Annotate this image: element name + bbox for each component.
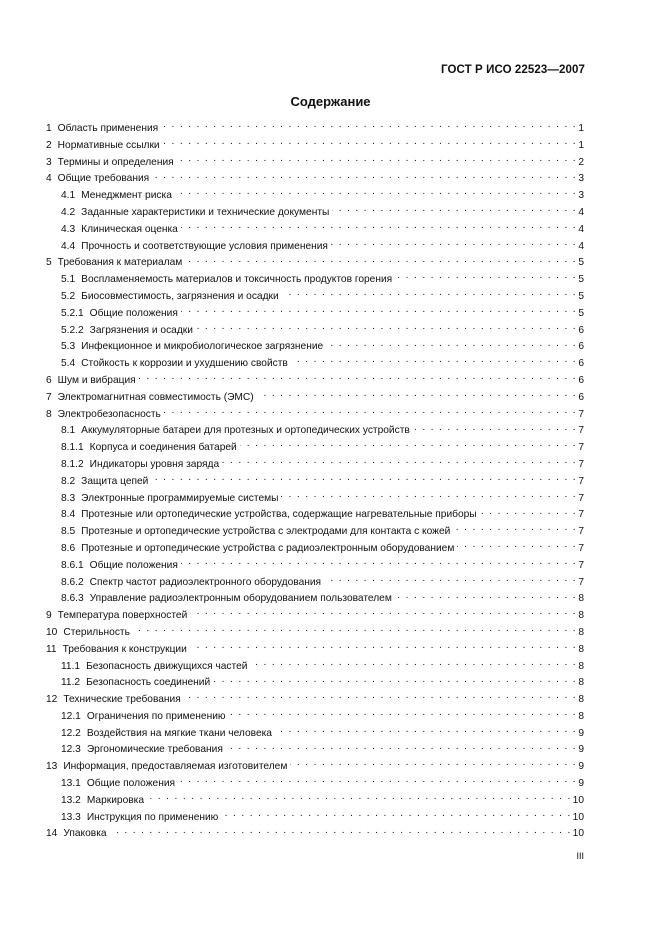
toc-entry[interactable] bbox=[46, 339, 584, 356]
toc-entry-page: 9 bbox=[578, 778, 584, 790]
toc-entry[interactable] bbox=[46, 608, 584, 625]
toc-entry-title: Общие положения bbox=[86, 778, 176, 790]
toc-entry[interactable] bbox=[46, 826, 584, 843]
toc-entry-number: 4.2 bbox=[61, 206, 76, 218]
dot-leader bbox=[152, 171, 577, 181]
toc-entry-title: Шум и вибрация bbox=[57, 374, 136, 386]
toc-entry-title: Индикаторы уровня заряда bbox=[89, 458, 220, 470]
toc-entry-page: 9 bbox=[578, 761, 584, 773]
toc-entry-number: 2 bbox=[46, 139, 52, 151]
toc-entry[interactable] bbox=[46, 742, 584, 759]
toc-entry-title: Безопасность движущихся частей bbox=[86, 660, 248, 672]
toc-entry-title: Требования к материалам bbox=[57, 257, 183, 269]
toc-entry[interactable] bbox=[46, 457, 584, 474]
toc-entry[interactable] bbox=[46, 524, 584, 541]
toc-entry-number: 5.2.2 bbox=[61, 324, 84, 336]
toc-entry[interactable] bbox=[46, 793, 584, 810]
toc-entry-number: 9 bbox=[46, 610, 52, 622]
dot-leader bbox=[222, 457, 577, 467]
dot-leader bbox=[275, 726, 577, 736]
dot-leader bbox=[480, 507, 577, 517]
toc-entry-number: 5.3 bbox=[61, 341, 76, 353]
toc-entry-number: 4.4 bbox=[61, 240, 76, 252]
toc-entry-page: 3 bbox=[578, 173, 584, 185]
toc-entry-page: 6 bbox=[578, 358, 584, 370]
toc-entry-number: 8 bbox=[46, 408, 52, 420]
toc-entry-title: Технические требования bbox=[63, 694, 181, 706]
toc-entry-number: 8.1.2 bbox=[61, 458, 84, 470]
dot-leader bbox=[213, 675, 577, 685]
toc-entry-page: 7 bbox=[578, 408, 584, 420]
dot-leader bbox=[190, 642, 577, 652]
toc-entry-title: Биосовместимость, загрязнения и осадки bbox=[81, 290, 279, 302]
toc-entry[interactable] bbox=[46, 121, 584, 138]
toc-entry-number: 10 bbox=[46, 626, 58, 638]
table-of-contents bbox=[46, 121, 584, 843]
toc-entry-page: 6 bbox=[578, 341, 584, 353]
dot-leader bbox=[147, 793, 572, 803]
dot-leader bbox=[151, 474, 577, 484]
dot-leader bbox=[190, 608, 577, 618]
toc-entry-title: Воспламеняемость материалов и токсичность продуктов горения bbox=[81, 274, 393, 286]
toc-entry-page: 6 bbox=[578, 391, 584, 403]
dot-leader bbox=[291, 356, 577, 366]
toc-entry-title: Протезные и ортопедические устройства с радиоэлектронным оборудованием bbox=[81, 542, 455, 554]
toc-entry-page: 1 bbox=[578, 139, 584, 151]
toc-entry-number: 11.2 bbox=[61, 677, 81, 689]
dot-leader bbox=[139, 373, 577, 383]
toc-entry[interactable] bbox=[46, 306, 584, 323]
toc-entry[interactable] bbox=[46, 222, 584, 239]
toc-entry-title: Воздействия на мягкие ткани человека bbox=[86, 727, 272, 739]
toc-entry[interactable] bbox=[46, 155, 584, 172]
toc-entry[interactable] bbox=[46, 625, 584, 642]
dot-leader bbox=[326, 339, 577, 349]
toc-entry[interactable] bbox=[46, 423, 584, 440]
toc-entry-page: 5 bbox=[578, 290, 584, 302]
toc-entry-number: 8.6.1 bbox=[61, 559, 84, 571]
dot-leader bbox=[395, 591, 577, 601]
toc-entry-title: Спектр частот радиоэлектронного оборудования bbox=[89, 576, 322, 588]
toc-entry-page: 8 bbox=[578, 626, 584, 638]
dot-leader bbox=[175, 188, 577, 198]
dot-leader bbox=[178, 776, 577, 786]
toc-entry[interactable] bbox=[46, 188, 584, 205]
toc-entry-title: Область применения bbox=[57, 123, 159, 134]
toc-entry[interactable] bbox=[46, 171, 584, 188]
dot-leader bbox=[163, 138, 577, 148]
toc-entry-title: Прочность и соответствующие условия применения bbox=[81, 240, 328, 252]
toc-entry-number: 8.6.3 bbox=[61, 593, 84, 605]
toc-entry-title: Безопасность соединений bbox=[86, 677, 211, 689]
toc-entry-page: 7 bbox=[578, 576, 584, 588]
toc-entry-number: 5.1 bbox=[61, 274, 76, 286]
toc-entry-number: 7 bbox=[46, 391, 52, 403]
toc-entry-number: 8.6 bbox=[61, 542, 76, 554]
toc-entry[interactable] bbox=[46, 575, 584, 592]
toc-entry-page: 7 bbox=[578, 475, 584, 487]
dot-leader bbox=[181, 306, 577, 316]
toc-entry-number: 8.1 bbox=[61, 425, 76, 437]
toc-entry[interactable] bbox=[46, 726, 584, 743]
dot-leader bbox=[453, 524, 577, 534]
toc-entry-title: Стерильность bbox=[63, 626, 130, 638]
toc-entry-title: Аккумуляторные батареи для протезных и ортопедических устройств bbox=[81, 425, 410, 437]
dot-leader bbox=[331, 239, 577, 249]
toc-entry-page: 7 bbox=[578, 425, 584, 437]
toc-entry[interactable] bbox=[46, 692, 584, 709]
toc-entry-title: Ограничения по применению bbox=[86, 710, 226, 722]
toc-entry-title: Нормативные ссылки bbox=[57, 139, 160, 151]
toc-entry-number: 8.5 bbox=[61, 526, 76, 538]
toc-entry-title: Протезные и ортопедические устройства с электродами для контакта с кожей bbox=[81, 526, 451, 538]
toc-entry-page: 7 bbox=[578, 542, 584, 554]
dot-leader bbox=[133, 625, 577, 635]
toc-entry-page: 5 bbox=[578, 274, 584, 286]
toc-entry-title: Корпуса и соединения батарей bbox=[89, 442, 237, 454]
toc-entry-title: Эргономические требования bbox=[86, 744, 223, 756]
toc-entry-number: 11.1 bbox=[61, 660, 81, 672]
toc-entry-title: Инструкция по применению bbox=[86, 811, 219, 823]
dot-leader bbox=[229, 709, 577, 719]
toc-entry[interactable] bbox=[46, 474, 584, 491]
toc-entry-title: Электромагнитная совместимость (ЭМС) bbox=[57, 391, 254, 403]
page-number: III bbox=[576, 851, 584, 861]
toc-entry-page: 6 bbox=[578, 324, 584, 336]
toc-entry[interactable] bbox=[46, 659, 584, 676]
toc-entry-number: 8.1.1 bbox=[61, 442, 84, 454]
toc-entry[interactable] bbox=[46, 675, 584, 692]
toc-entry-title: Электробезопасность bbox=[57, 408, 161, 420]
dot-leader bbox=[177, 155, 577, 165]
toc-entry-title: Общие положения bbox=[89, 559, 178, 571]
toc-entry-title: Менеджмент риска bbox=[81, 190, 172, 202]
toc-entry-number: 12 bbox=[46, 694, 58, 706]
dot-leader bbox=[221, 810, 571, 820]
toc-entry-number: 5.4 bbox=[61, 358, 76, 370]
toc-entry[interactable] bbox=[46, 491, 584, 508]
toc-entry-number: 5.2 bbox=[61, 290, 76, 302]
dot-leader bbox=[395, 272, 577, 282]
toc-entry-number: 4.3 bbox=[61, 223, 76, 235]
dot-leader bbox=[324, 575, 577, 585]
dot-leader bbox=[181, 222, 577, 232]
toc-entry[interactable] bbox=[46, 642, 584, 659]
toc-entry-page: 4 bbox=[578, 206, 584, 218]
toc-entry-page: 8 bbox=[578, 677, 584, 689]
dot-leader bbox=[413, 423, 577, 433]
toc-entry-page: 8 bbox=[578, 660, 584, 672]
toc-entry[interactable] bbox=[46, 373, 584, 390]
toc-entry[interactable] bbox=[46, 709, 584, 726]
toc-entry-number: 12.3 bbox=[61, 744, 81, 756]
toc-entry-title: Управление радиоэлектронным оборудованием пользователем bbox=[89, 593, 392, 605]
toc-entry-page: 10 bbox=[572, 811, 584, 823]
toc-entry-page: 1 bbox=[578, 123, 584, 134]
toc-entry-number: 8.6.2 bbox=[61, 576, 84, 588]
toc-entry-page: 10 bbox=[572, 794, 584, 806]
dot-leader bbox=[282, 289, 577, 299]
toc-entry-title: Электронные программируемые системы bbox=[81, 492, 279, 504]
toc-entry-number: 3 bbox=[46, 156, 52, 168]
toc-entry-title: Заданные характеристики и технические документы bbox=[81, 206, 330, 218]
toc-entry-number: 1 bbox=[46, 123, 52, 134]
dot-leader bbox=[226, 742, 577, 752]
dot-leader bbox=[110, 826, 572, 836]
dot-leader bbox=[250, 659, 577, 669]
toc-entry-number: 8.3 bbox=[61, 492, 76, 504]
toc-entry[interactable] bbox=[46, 272, 584, 289]
toc-entry-title: Защита цепей bbox=[81, 475, 149, 487]
toc-entry-page: 7 bbox=[578, 509, 584, 521]
toc-entry-number: 13.3 bbox=[61, 811, 81, 823]
toc-entry-number: 8.4 bbox=[61, 509, 76, 521]
toc-entry-title: Общие положения bbox=[89, 307, 178, 319]
toc-entry-page: 8 bbox=[578, 710, 584, 722]
toc-entry-page: 4 bbox=[578, 240, 584, 252]
dot-leader bbox=[184, 692, 577, 702]
toc-entry[interactable] bbox=[46, 810, 584, 827]
toc-entry-page: 5 bbox=[578, 307, 584, 319]
toc-entry-page: 7 bbox=[578, 442, 584, 454]
toc-entry-page: 9 bbox=[578, 744, 584, 756]
toc-entry[interactable] bbox=[46, 507, 584, 524]
toc-entry[interactable] bbox=[46, 289, 584, 306]
toc-entry-page: 8 bbox=[578, 610, 584, 622]
toc-entry-title: Инфекционное и микробиологическое загрязнение bbox=[81, 341, 324, 353]
toc-entry[interactable] bbox=[46, 323, 584, 340]
toc-entry[interactable] bbox=[46, 390, 584, 407]
toc-entry[interactable] bbox=[46, 255, 584, 272]
toc-entry-number: 11 bbox=[46, 643, 57, 655]
toc-entry[interactable] bbox=[46, 138, 584, 155]
toc-entry-title: Клиническая оценка bbox=[81, 223, 178, 235]
toc-entry-page: 8 bbox=[578, 593, 584, 605]
toc-entry-number: 5.2.1 bbox=[61, 307, 84, 319]
toc-entry-number: 8.2 bbox=[61, 475, 76, 487]
toc-entry-page: 6 bbox=[578, 374, 584, 386]
toc-entry-title: Стойкость к коррозии и ухудшению свойств bbox=[81, 358, 288, 370]
toc-entry-page: 3 bbox=[578, 190, 584, 202]
toc-entry-page: 10 bbox=[572, 828, 584, 840]
toc-entry-title: Упаковка bbox=[63, 828, 107, 840]
toc-entry-page: 9 bbox=[578, 727, 584, 739]
toc-entry[interactable] bbox=[46, 407, 584, 424]
toc-entry-page: 7 bbox=[578, 526, 584, 538]
dot-leader bbox=[181, 558, 577, 568]
toc-entry-page: 4 bbox=[578, 223, 584, 235]
toc-entry[interactable] bbox=[46, 440, 584, 457]
dot-leader bbox=[161, 121, 577, 131]
toc-entry-page: 8 bbox=[578, 694, 584, 706]
document-standard-header: ГОСТ Р ИСО 22523—2007 bbox=[440, 64, 585, 76]
toc-entry[interactable] bbox=[46, 541, 584, 558]
dot-leader bbox=[290, 759, 577, 769]
toc-entry-number: 13.1 bbox=[61, 778, 81, 790]
dot-leader bbox=[257, 390, 577, 400]
toc-entry-page: 2 bbox=[578, 156, 584, 168]
toc-entry[interactable] bbox=[46, 239, 584, 256]
toc-entry-number: 5 bbox=[46, 257, 52, 269]
toc-entry-number: 14 bbox=[46, 828, 58, 840]
toc-entry[interactable] bbox=[46, 759, 584, 776]
dot-leader bbox=[185, 255, 577, 265]
toc-entry-page: 7 bbox=[578, 458, 584, 470]
dot-leader bbox=[281, 491, 577, 501]
toc-entry-number: 4 bbox=[46, 173, 52, 185]
dot-leader bbox=[332, 205, 577, 215]
toc-entry-number: 6 bbox=[46, 374, 52, 386]
toc-entry-page: 5 bbox=[578, 257, 584, 269]
toc-entry-title: Термины и определения bbox=[57, 156, 174, 168]
dot-leader bbox=[164, 407, 577, 417]
toc-entry[interactable] bbox=[46, 205, 584, 222]
toc-entry-title: Загрязнения и осадки bbox=[89, 324, 193, 336]
toc-title: Содержание bbox=[290, 94, 371, 109]
toc-entry[interactable] bbox=[46, 776, 584, 793]
toc-entry-number: 12.2 bbox=[61, 727, 81, 739]
toc-entry[interactable] bbox=[46, 591, 584, 608]
dot-leader bbox=[196, 323, 577, 333]
toc-entry-title: Маркировка bbox=[86, 794, 144, 806]
dot-leader bbox=[457, 541, 577, 551]
toc-entry[interactable] bbox=[46, 558, 584, 575]
toc-entry-title: Требования к конструкции bbox=[62, 643, 187, 655]
toc-entry-title: Температура поверхностей bbox=[57, 610, 188, 622]
toc-entry[interactable] bbox=[46, 356, 584, 373]
toc-entry-page: 7 bbox=[578, 492, 584, 504]
toc-entry-number: 13 bbox=[46, 761, 58, 773]
dot-leader bbox=[240, 440, 577, 450]
toc-entry-number: 4.1 bbox=[61, 190, 76, 202]
toc-entry-title: Общие требования bbox=[57, 173, 150, 185]
toc-entry-title: Протезные или ортопедические устройства, содержащие нагревательные приборы bbox=[81, 509, 477, 521]
toc-entry-title: Информация, предоставляемая изготовителем bbox=[63, 761, 288, 773]
toc-entry-number: 13.2 bbox=[61, 794, 81, 806]
toc-entry-number: 12.1 bbox=[61, 710, 81, 722]
toc-entry-page: 8 bbox=[578, 643, 584, 655]
toc-entry-page: 7 bbox=[578, 559, 584, 571]
